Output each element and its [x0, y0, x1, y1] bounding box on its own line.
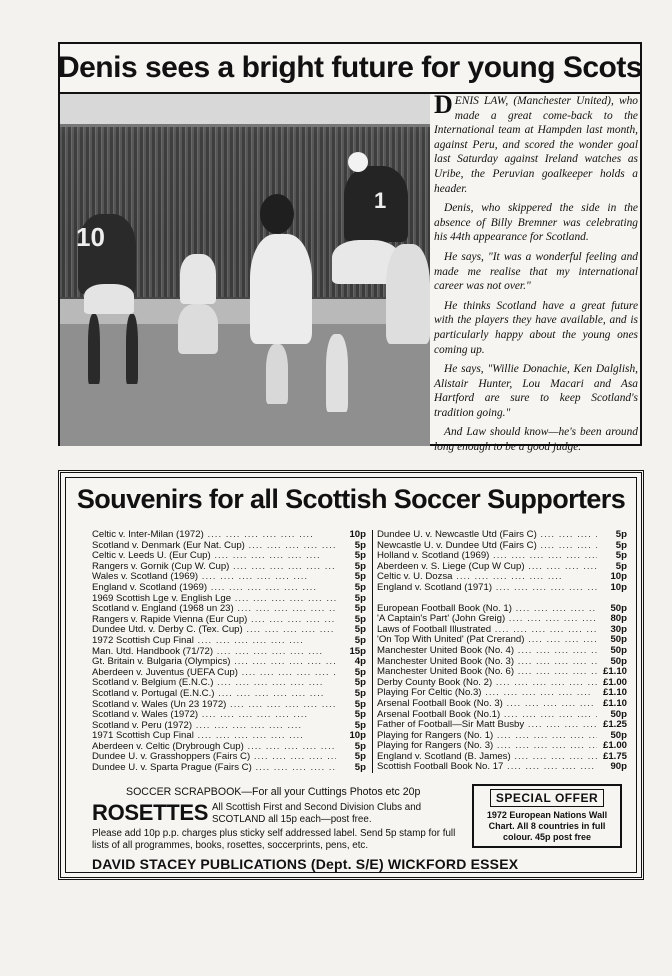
price-list-item: [377, 604, 627, 615]
item-name: 1971 Scottish Cup Final ....: [92, 731, 336, 742]
item-price: 5p: [354, 709, 366, 721]
item-name: England v. Scotland (1969) ....: [92, 583, 336, 594]
player-figure: [266, 344, 288, 404]
price-list-item: [377, 657, 627, 668]
price-list-item: [377, 541, 627, 552]
item-price: £1.10: [602, 697, 627, 709]
article-text: [434, 90, 638, 460]
item-name: Wales v. Scotland (1969) ....: [92, 572, 336, 583]
item-name: Gt. Britain v. Bulgaria (Olympics) ....: [92, 657, 336, 668]
souvenirs-advert: [58, 470, 644, 880]
price-list-item: [377, 688, 627, 699]
item-price: 5p: [354, 698, 366, 710]
item-name: Dundee Utd. v. Derby C. (Tex. Cup) ....: [92, 625, 336, 636]
player-figure: [126, 314, 138, 384]
item-price: 5p: [354, 581, 366, 593]
item-price: 50p: [610, 644, 627, 656]
item-price: £1.10: [602, 687, 627, 699]
item-name: Holland v. Scotland (1969) ....: [377, 551, 597, 562]
item-price: 50p: [610, 634, 627, 646]
article-box: [57, 42, 643, 454]
item-name: Manchester United Book (No. 4) ....: [377, 646, 597, 657]
postage-note: Please add 10p p.p. charges plus sticky self addressed label. Send 5p stamp for full lists of all programmes, books, rosettes, soccerprints, pens, etc.: [92, 828, 456, 851]
item-name: Celtic v. U. Dozsa ....: [377, 572, 597, 583]
price-list-item: [92, 530, 366, 541]
price-list-item: [92, 625, 366, 636]
item-name: 'On Top With United' (Pat Crerand) ....: [377, 635, 597, 646]
price-list-item: [377, 572, 627, 583]
stand-roof: [60, 94, 430, 127]
price-list-item: [92, 594, 366, 605]
price-list-item: [377, 667, 627, 678]
price-list-item: [92, 710, 366, 721]
player-figure: [84, 284, 134, 314]
item-name: Scotland v. Denmark (Eur Nat. Cup) ....: [92, 541, 336, 552]
price-list-item: [377, 583, 627, 594]
item-price: 5p: [354, 762, 366, 774]
item-name: 1972 Scottish Cup Final ....: [92, 636, 336, 647]
item-price: 50p: [610, 602, 627, 614]
player-figure: [386, 244, 430, 344]
price-list-item: [92, 668, 366, 679]
item-price: £1.25: [602, 719, 627, 731]
item-name: Celtic v. Leeds U. (Eur Cup) ....: [92, 551, 336, 562]
price-list-item: [377, 614, 627, 625]
price-list-item: [377, 646, 627, 657]
item-price: 15p: [349, 645, 366, 657]
item-price: 5p: [354, 560, 366, 572]
special-offer-title: SPECIAL OFFER: [490, 789, 604, 807]
price-list-item: [377, 635, 627, 646]
item-price: 10p: [610, 581, 627, 593]
price-list-item: [92, 742, 366, 753]
price-list-item: [92, 636, 366, 647]
price-list-item: [377, 741, 627, 752]
price-list-item: [92, 752, 366, 763]
item-name: Scottish Football Book No. 17 ....: [377, 762, 597, 773]
item-name: Aberdeen v. S. Liege (Cup W Cup) ....: [377, 562, 597, 573]
item-price: 5p: [354, 603, 366, 615]
item-price: 80p: [610, 613, 627, 625]
player-figure: [260, 194, 294, 234]
article-paragraph: He thinks Scotland have a great future with the players they have available, and is particularly happy about the young ones coming up.: [434, 299, 638, 356]
item-name: Scotland v. Belgium (E.N.C.) ....: [92, 678, 336, 689]
item-price: 5p: [615, 529, 627, 540]
item-price: 5p: [615, 560, 627, 572]
article-paragraph: He says, "It was a wonderful feeling and made me realise that my international career was not over.": [434, 250, 638, 293]
price-list-item: [377, 562, 627, 573]
item-name: 'A Captain's Part' (John Greig) ....: [377, 614, 597, 625]
item-price: £1.75: [602, 750, 627, 762]
right-price-list: [372, 530, 627, 773]
item-price: 10p: [610, 571, 627, 583]
article-paragraph: Denis, who skippered the side in the absence of Billy Bremner was celebrating his 44th appearance for Scotland.: [434, 202, 638, 244]
item-price: £1.00: [602, 740, 627, 752]
price-list-item: [377, 720, 627, 731]
item-price: 5p: [354, 687, 366, 699]
item-price: 5p: [354, 550, 366, 562]
price-list-item: [92, 731, 366, 742]
player-figure: [178, 304, 218, 354]
item-price: 5p: [354, 539, 366, 551]
item-name: Scotland v. Wales (1972) ....: [92, 710, 336, 721]
item-name: Rangers v. Gornik (Cup W. Cup) ....: [92, 562, 336, 573]
item-price: 90p: [610, 761, 627, 773]
item-name: Laws of Football Illustrated ....: [377, 625, 597, 636]
price-list-item: [377, 551, 627, 562]
item-name: Aberdeen v. Celtic (Drybrough Cup) ....: [92, 742, 336, 753]
price-list-item: [92, 689, 366, 700]
price-list-item: [92, 541, 366, 552]
special-offer-text: 1972 European Nations Wall Chart. All 8 countries in full colour. 45p post free: [486, 810, 608, 842]
item-name: Man. Utd. Handbook (71/72) ....: [92, 647, 336, 658]
item-price: 50p: [610, 708, 627, 720]
item-price: 5p: [354, 677, 366, 689]
price-list-item: [377, 731, 627, 742]
item-name: Playing For Celtic (No.3) ....: [377, 688, 597, 699]
item-price: 10p: [349, 529, 366, 540]
item-name: Newcastle U. v. Dundee Utd (Fairs C) ....: [377, 541, 597, 552]
article-paragraph: DENIS LAW, (Manchester United), who made a great come-back to the International team at Hampden last month, against Peru, and scored the wonder goal last Saturday against Ireland watches as Uribe, the Peruvian goalkeeper holds a header.: [434, 90, 638, 195]
item-name: Scotland v. England (1968 un 23) ....: [92, 604, 336, 615]
price-list-item: [92, 657, 366, 668]
price-list-item: [92, 678, 366, 689]
item-price: 50p: [610, 655, 627, 667]
item-name: Scotland v. Wales (Un 23 1972) ....: [92, 700, 336, 711]
item-price: 5p: [615, 539, 627, 551]
item-name: European Football Book (No. 1) ....: [377, 604, 597, 615]
price-list-item: [92, 763, 366, 774]
rosettes-heading: ROSETTES: [92, 800, 209, 825]
item-price: 10p: [349, 730, 366, 742]
item-name: Manchester United Book (No. 3) ....: [377, 657, 597, 668]
player-figure: [180, 254, 216, 304]
item-price: 5p: [354, 592, 366, 604]
item-price: 5p: [354, 740, 366, 752]
item-name: Playing for Rangers (No. 3) ....: [377, 741, 597, 752]
item-price: £1.00: [602, 676, 627, 688]
item-price: 4p: [354, 656, 366, 668]
item-name: Celtic v. Inter-Milan (1972) ....: [92, 530, 336, 541]
special-offer-box: [472, 784, 622, 848]
item-name: Dundee U. v. Grasshoppers (Fairs C) ....: [92, 752, 336, 763]
publisher-address: DAVID STACEY PUBLICATIONS (Dept. S/E) WICKFORD ESSEX: [92, 856, 519, 872]
item-price: £1.10: [602, 666, 627, 678]
price-list-item: [92, 572, 366, 583]
item-price: 5p: [354, 719, 366, 731]
match-photo: [60, 94, 430, 446]
price-list-item: [92, 583, 366, 594]
pitch: [60, 324, 430, 446]
price-list-item: [377, 625, 627, 636]
price-list-item: [377, 699, 627, 710]
item-name: Derby County Book (No. 2) ....: [377, 678, 597, 689]
item-name: England v. Scotland (B. James) ....: [377, 752, 597, 763]
article-paragraph: He says, "Willie Donachie, Ken Dalglish, Alistair Hunter, Lou Macari and Asa Hartford are sure to keep Scotland's tradition going.": [434, 363, 638, 419]
price-list-item: [92, 551, 366, 562]
player-figure: [88, 314, 100, 384]
item-price: 5p: [354, 751, 366, 763]
item-name: Rangers v. Rapide Vienna (Eur Cup) ....: [92, 615, 336, 626]
price-list-item: [377, 530, 627, 541]
item-name: Manchester United Book (No. 6) ....: [377, 667, 597, 678]
item-name: Dundee U. v. Sparta Prague (Fairs C) ....: [92, 763, 336, 774]
price-list-item: [92, 647, 366, 658]
item-price: 5p: [354, 624, 366, 636]
item-name: Arsenal Football Book (No.1) ....: [377, 710, 597, 721]
scrapbook-line: SOCCER SCRAPBOOK—For all your Cuttings Photos etc 20p: [126, 786, 421, 798]
item-price: 50p: [610, 729, 627, 741]
item-name: 1969 Scottish Lge v. English Lge ....: [92, 594, 336, 605]
drop-cap: D: [434, 90, 453, 119]
price-list-item: [377, 752, 627, 763]
price-list-item: [92, 604, 366, 615]
item-name: Scotland v. Peru (1972) ....: [92, 721, 336, 732]
left-price-list: [92, 530, 366, 774]
item-name: Arsenal Football Book (No. 3) ....: [377, 699, 597, 710]
item-price: 30p: [610, 623, 627, 635]
advert-inner-frame: [65, 477, 637, 873]
price-list-item: [377, 710, 627, 721]
item-price: 5p: [354, 613, 366, 625]
item-name: Father of Football—Sir Matt Busby ....: [377, 720, 597, 731]
price-list-item: [92, 562, 366, 573]
article-headline: Denis sees a bright future for young Scots: [60, 44, 640, 94]
ball: [348, 152, 368, 172]
item-name: Aberdeen v. Juventus (UEFA Cup) ....: [92, 668, 336, 679]
item-price: 5p: [354, 666, 366, 678]
item-price: 5p: [354, 634, 366, 646]
article-paragraph: And Law should know—he's been around long enough to be a good judge.: [434, 426, 638, 454]
price-list-item: [92, 700, 366, 711]
rosettes-description: All Scottish First and Second Division Clubs and SCOTLAND all 15p each—post free.: [212, 802, 422, 825]
item-price: 5p: [354, 571, 366, 583]
item-name: Scotland v. Portugal (E.N.C.) ....: [92, 689, 336, 700]
item-name: England v. Scotland (1971) ....: [377, 583, 597, 594]
price-list-item: [377, 762, 627, 773]
price-list-item: [377, 678, 627, 689]
price-list-item: [92, 721, 366, 732]
item-price: 5p: [615, 550, 627, 562]
player-figure: [250, 234, 312, 344]
shirt-number: 1: [374, 188, 387, 213]
price-list-item: [92, 615, 366, 626]
item-name: Playing for Rangers (No. 1) ....: [377, 731, 597, 742]
item-name: Dundee U. v. Newcastle Utd (Fairs C) ....: [377, 530, 597, 541]
player-figure: [326, 334, 348, 412]
shirt-number: 10: [76, 222, 105, 252]
advert-title: Souvenirs for all Scottish Soccer Supporters: [76, 484, 626, 514]
